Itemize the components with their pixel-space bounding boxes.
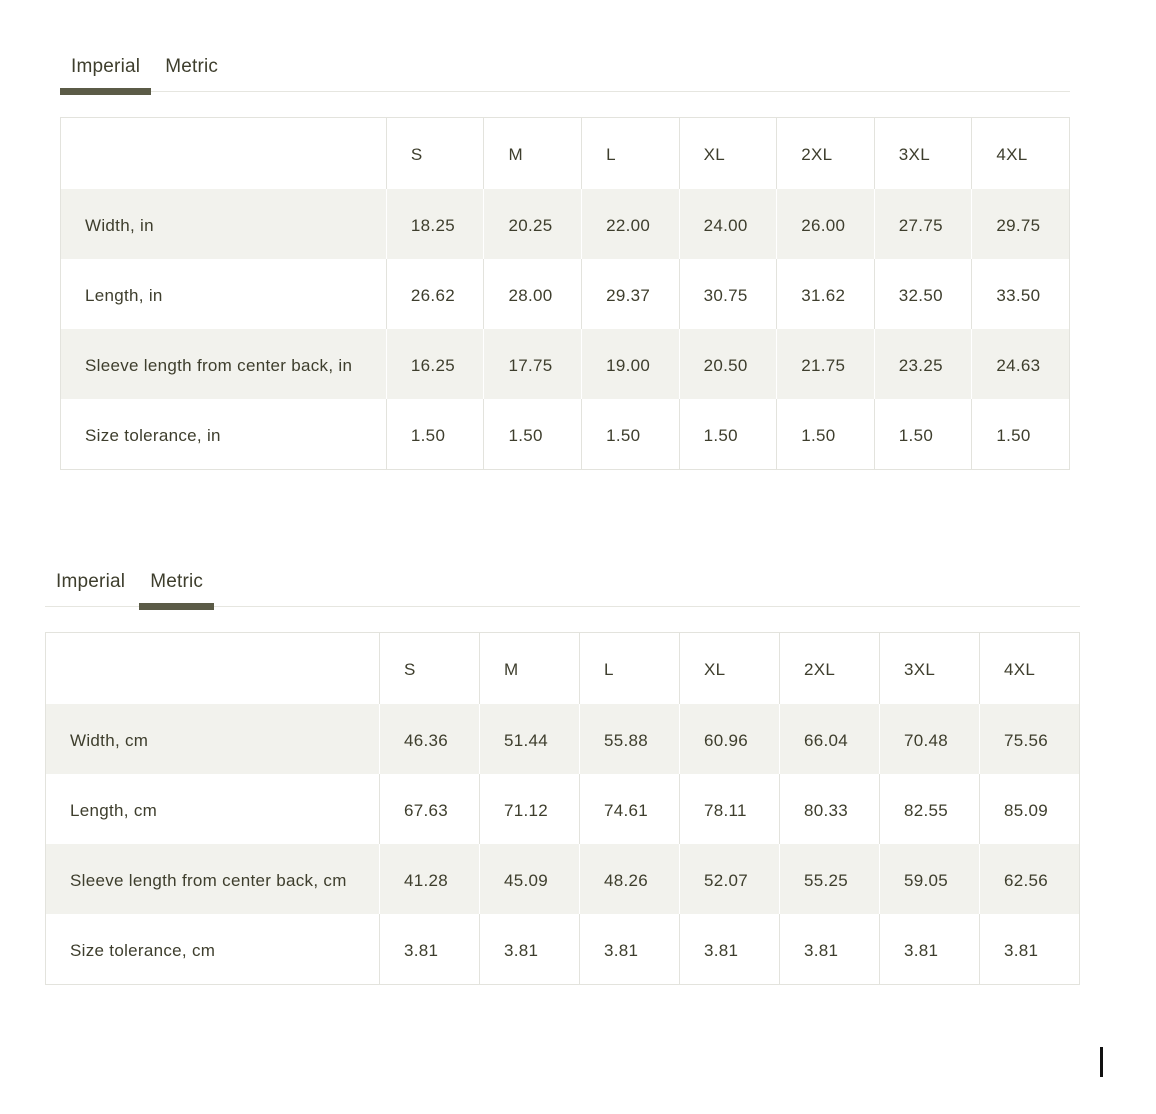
value-cell: 1.50: [582, 399, 680, 470]
value-cell: 85.09: [979, 774, 1079, 844]
value-cell: 3.81: [679, 914, 779, 985]
unit-tabs-metric-section: [45, 570, 1080, 607]
value-cell: 67.63: [379, 774, 479, 844]
value-cell: 80.33: [779, 774, 879, 844]
corner-cell: [61, 118, 387, 190]
text-caret: [1100, 1047, 1103, 1077]
value-cell: 52.07: [679, 844, 779, 914]
value-cell: 30.75: [679, 259, 777, 329]
value-cell: 60.96: [679, 704, 779, 774]
value-cell: 59.05: [879, 844, 979, 914]
value-cell: 31.62: [777, 259, 875, 329]
value-cell: 29.75: [972, 189, 1070, 259]
row-label-cell: Width, in: [61, 189, 387, 259]
value-cell: 16.25: [386, 329, 484, 399]
value-cell: 1.50: [386, 399, 484, 470]
corner-cell: [46, 633, 380, 705]
value-cell: 45.09: [479, 844, 579, 914]
value-cell: 51.44: [479, 704, 579, 774]
size-column-header: S: [386, 118, 484, 190]
value-cell: 71.12: [479, 774, 579, 844]
value-cell: 28.00: [484, 259, 582, 329]
row-label-cell: Size tolerance, in: [61, 399, 387, 470]
size-column-header: 2XL: [777, 118, 875, 190]
size-column-header: XL: [679, 118, 777, 190]
tab-metric[interactable]: Metric: [139, 570, 214, 606]
table-row: [46, 704, 1080, 774]
value-cell: 29.37: [582, 259, 680, 329]
row-label-cell: Length, cm: [46, 774, 380, 844]
table-row: [46, 774, 1080, 844]
size-column-header: 3XL: [879, 633, 979, 705]
value-cell: 3.81: [479, 914, 579, 985]
metric-size-table: [45, 632, 1080, 985]
value-cell: 17.75: [484, 329, 582, 399]
unit-tabs-imperial-section: [60, 55, 1070, 92]
value-cell: 41.28: [379, 844, 479, 914]
table-row: [46, 844, 1080, 914]
row-label-cell: Length, in: [61, 259, 387, 329]
size-column-header: L: [582, 118, 680, 190]
value-cell: 62.56: [979, 844, 1079, 914]
value-cell: 55.88: [579, 704, 679, 774]
header-row: [46, 633, 1080, 705]
value-cell: 26.00: [777, 189, 875, 259]
metric-section: [45, 570, 1080, 985]
value-cell: 3.81: [379, 914, 479, 985]
value-cell: 46.36: [379, 704, 479, 774]
size-column-header: 2XL: [779, 633, 879, 705]
table-row: [46, 914, 1080, 985]
value-cell: 26.62: [386, 259, 484, 329]
table-row: [61, 189, 1070, 259]
value-cell: 78.11: [679, 774, 779, 844]
value-cell: 20.50: [679, 329, 777, 399]
value-cell: 3.81: [779, 914, 879, 985]
value-cell: 23.25: [874, 329, 972, 399]
value-cell: 21.75: [777, 329, 875, 399]
row-label-cell: Size tolerance, cm: [46, 914, 380, 985]
value-cell: 24.63: [972, 329, 1070, 399]
table-row: [61, 399, 1070, 470]
value-cell: 3.81: [979, 914, 1079, 985]
table-row: [61, 329, 1070, 399]
value-cell: 66.04: [779, 704, 879, 774]
value-cell: 18.25: [386, 189, 484, 259]
value-cell: 1.50: [679, 399, 777, 470]
value-cell: 55.25: [779, 844, 879, 914]
size-column-header: 4XL: [972, 118, 1070, 190]
value-cell: 1.50: [972, 399, 1070, 470]
value-cell: 20.25: [484, 189, 582, 259]
value-cell: 70.48: [879, 704, 979, 774]
size-column-header: M: [484, 118, 582, 190]
tab-metric[interactable]: Metric: [154, 55, 229, 91]
value-cell: 1.50: [484, 399, 582, 470]
value-cell: 27.75: [874, 189, 972, 259]
size-column-header: L: [579, 633, 679, 705]
size-column-header: XL: [679, 633, 779, 705]
value-cell: 3.81: [579, 914, 679, 985]
tab-imperial[interactable]: Imperial: [45, 570, 136, 606]
value-cell: 24.00: [679, 189, 777, 259]
value-cell: 22.00: [582, 189, 680, 259]
row-label-cell: Sleeve length from center back, cm: [46, 844, 380, 914]
imperial-section: [60, 55, 1070, 470]
value-cell: 75.56: [979, 704, 1079, 774]
value-cell: 1.50: [777, 399, 875, 470]
value-cell: 19.00: [582, 329, 680, 399]
value-cell: 82.55: [879, 774, 979, 844]
row-label-cell: Width, cm: [46, 704, 380, 774]
size-column-header: 4XL: [979, 633, 1079, 705]
header-row: [61, 118, 1070, 190]
imperial-size-table: [60, 117, 1070, 470]
value-cell: 3.81: [879, 914, 979, 985]
value-cell: 48.26: [579, 844, 679, 914]
table-row: [61, 259, 1070, 329]
value-cell: 74.61: [579, 774, 679, 844]
size-column-header: 3XL: [874, 118, 972, 190]
value-cell: 32.50: [874, 259, 972, 329]
row-label-cell: Sleeve length from center back, in: [61, 329, 387, 399]
size-column-header: S: [379, 633, 479, 705]
value-cell: 1.50: [874, 399, 972, 470]
size-column-header: M: [479, 633, 579, 705]
tab-imperial[interactable]: Imperial: [60, 55, 151, 91]
value-cell: 33.50: [972, 259, 1070, 329]
